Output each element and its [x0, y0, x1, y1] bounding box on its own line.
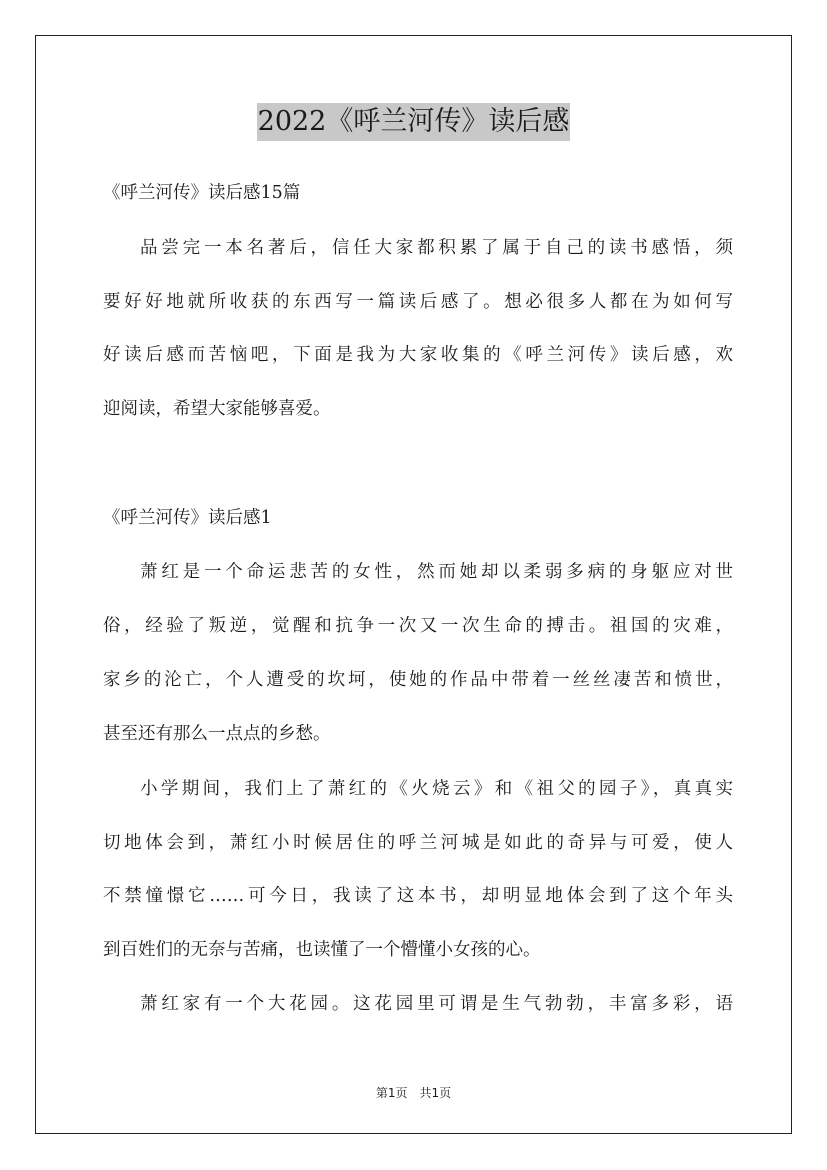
paragraph-line: 到百姓们的无奈与苦痛，也读懂了一个懵懂小女孩的心。: [103, 940, 541, 960]
title-container: [0, 103, 827, 141]
subtitle: 《呼兰河传》读后感15篇: [103, 183, 301, 203]
intro-line: 品尝完一本名著后，信任大家都积累了属于自己的读书感悟，须: [140, 238, 733, 258]
intro-line: 迎阅读，希望大家能够喜爱。: [103, 399, 331, 419]
paragraph-line: 切地体会到，萧红小时候居住的呼兰河城是如此的奇异与可爱，使人: [103, 833, 733, 853]
paragraph-line: 萧红家有一个大花园。这花园里可谓是生气勃勃，丰富多彩，语: [140, 994, 733, 1014]
document-title: 2022《呼兰河传》读后感: [257, 103, 571, 141]
paragraph-line: 家乡的沦亡，个人遭受的坎坷，使她的作品中带着一丝丝凄苦和愤世，: [103, 670, 733, 690]
paragraph-line: 俗，经验了叛逆，觉醒和抗争一次又一次生命的搏击。祖国的灾难，: [103, 616, 733, 636]
paragraph-line: 萧红是一个命运悲苦的女性，然而她却以柔弱多病的身躯应对世: [140, 562, 733, 582]
intro-line: 要好好地就所收获的东西写一篇读后感了。想必很多人都在为如何写: [103, 292, 733, 312]
page-number: 第1页 共1页: [375, 1086, 452, 1100]
section-heading: 《呼兰河传》读后感1: [103, 508, 272, 528]
intro-line: 好读后感而苦恼吧，下面是我为大家收集的《呼兰河传》读后感，欢: [103, 345, 733, 365]
paragraph-line: 甚至还有那么一点点的乡愁。: [103, 724, 331, 744]
paragraph-line: 不禁憧憬它……可今日，我读了这本书，却明显地体会到了这个年头: [103, 886, 733, 906]
paragraph-line: 小学期间，我们上了萧红的《火烧云》和《祖父的园子》，真真实: [140, 779, 733, 799]
